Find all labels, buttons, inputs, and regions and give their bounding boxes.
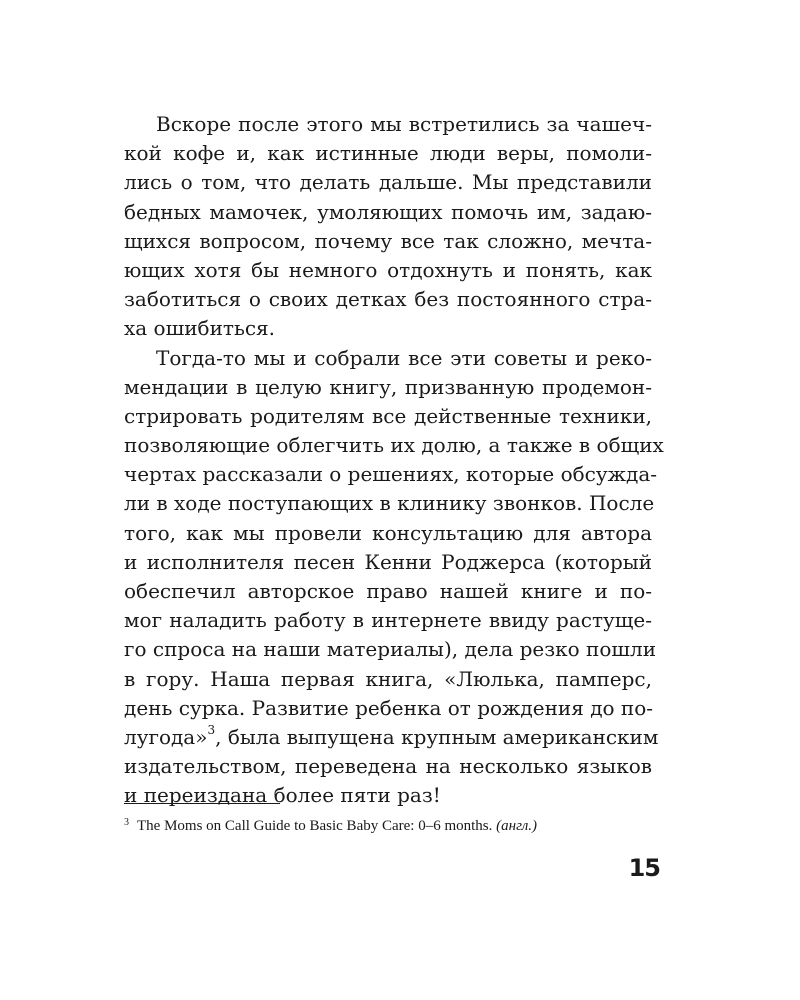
text-line: го спроса на наши материалы), дела резко пошли bbox=[124, 637, 657, 662]
footnote-reference[interactable]: 3 bbox=[207, 723, 216, 738]
text-line: и переиздана более пяти раз! bbox=[124, 783, 441, 808]
footnote bbox=[124, 816, 664, 838]
text-line: издательством, переведена на несколько языков bbox=[124, 754, 652, 779]
footnote-text: The Moms on Call Guide to Basic Baby Care: 0–6 months. bbox=[137, 818, 493, 834]
text-line: в гору. Наша первая книга, «Люлька, памперс, bbox=[124, 666, 652, 691]
footnote-language: (англ.) bbox=[496, 818, 538, 834]
footnote-mark: 3 bbox=[124, 817, 129, 828]
text-line: ха ошибиться. bbox=[124, 316, 276, 341]
text-line: лись о том, что делать дальше. Мы представили bbox=[124, 170, 652, 195]
paragraph-1 bbox=[124, 110, 652, 344]
text-line: кой кофе и, как истинные люди веры, помоли- bbox=[124, 141, 652, 166]
main-text bbox=[124, 110, 664, 811]
text-fragment: , была выпущена крупным американским bbox=[215, 724, 659, 749]
text-line: позволяющие облегчить их долю, а также в общих bbox=[124, 433, 664, 458]
text-line: ющих хотя бы немного отдохнуть и понять, как bbox=[124, 257, 652, 282]
text-line: щихся вопросом, почему все так сложно, мечта- bbox=[124, 228, 652, 253]
text-line: стрировать родителям все действенные техники, bbox=[124, 403, 652, 428]
paragraph-2 bbox=[124, 344, 664, 811]
text-line: день сурка. Развитие ребенка от рождения до по- bbox=[124, 695, 654, 720]
text-line: Тогда-то мы и собрали все эти советы и реко- bbox=[156, 345, 652, 370]
footnote-divider bbox=[124, 803, 280, 804]
text-line: мог наладить работу в интернете ввиду растуще- bbox=[124, 608, 652, 633]
text-line: обеспечил авторское право нашей книге и по- bbox=[124, 579, 652, 603]
text-fragment: лугода» bbox=[124, 724, 208, 749]
page-number: 15 bbox=[628, 854, 660, 882]
text-line: заботиться о своих детках без постоянного стра- bbox=[124, 287, 652, 312]
text-line: Вскоре после этого мы встретились за чашеч- bbox=[156, 112, 652, 136]
text-line-with-footnote bbox=[124, 723, 659, 752]
text-line: мендации в целую книгу, призванную продемон- bbox=[124, 374, 652, 399]
text-line: и исполнителя песен Кенни Роджерса (который bbox=[124, 549, 652, 574]
text-line: ли в ходе поступающих в клинику звонков. После bbox=[124, 491, 655, 516]
text-line: бедных мамочек, умоляющих помочь им, задаю- bbox=[124, 199, 652, 224]
text-line: того, как мы провели консультацию для автора bbox=[124, 520, 652, 545]
text-line: чертах рассказали о решениях, которые обсужда- bbox=[124, 462, 658, 487]
